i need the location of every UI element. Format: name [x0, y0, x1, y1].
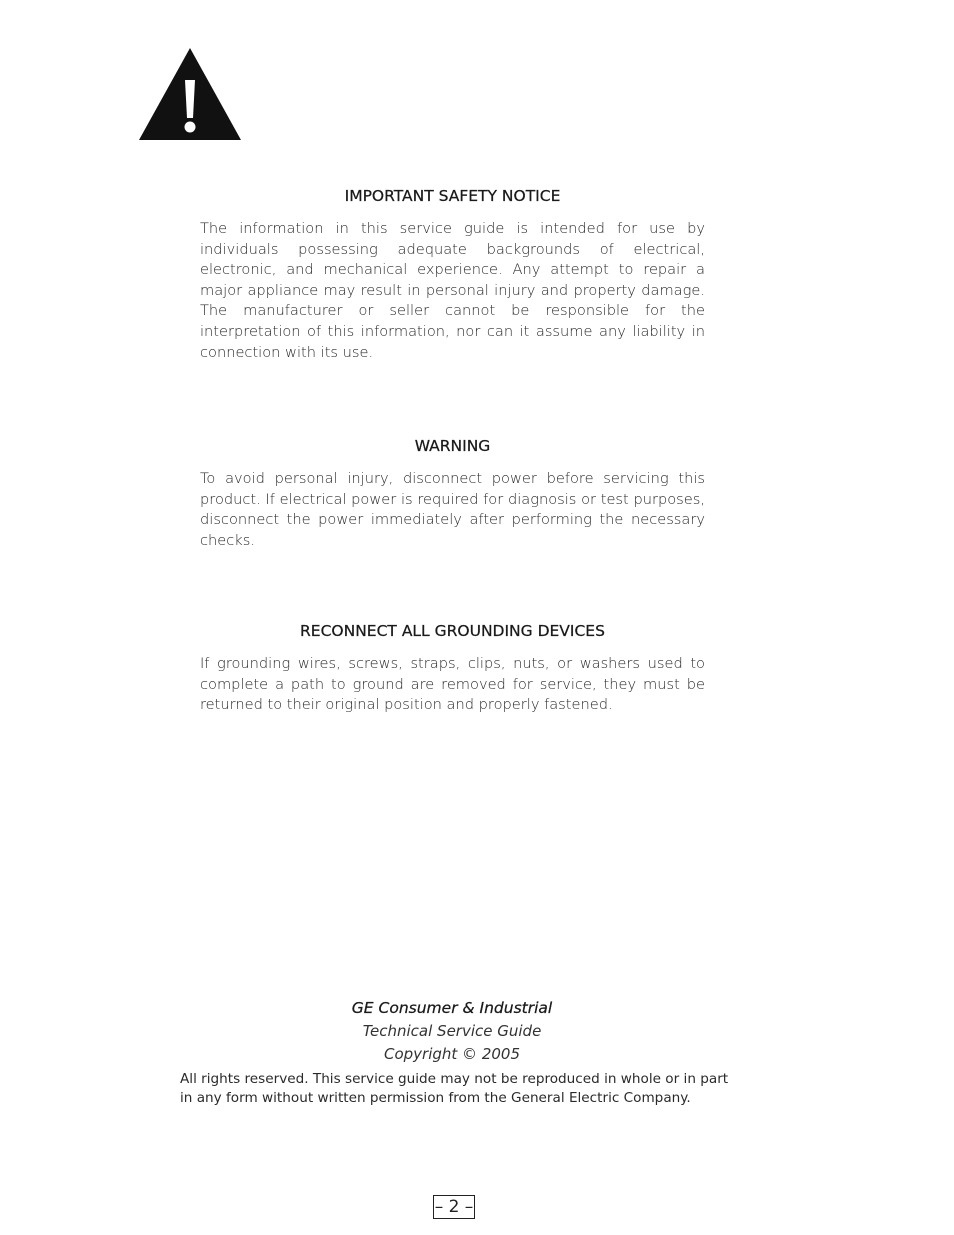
section-title: WARNING — [414, 437, 491, 455]
page-number: – 2 – — [434, 1197, 474, 1217]
guide-title: Technical Service Guide — [362, 1022, 542, 1040]
important-safety-notice-section — [200, 186, 705, 363]
warning-triangle-icon — [139, 48, 241, 140]
grounding-devices-section — [200, 621, 705, 716]
section-body: To avoid personal injury, disconnect power before servicing this product. If electrical power is required for diagnosis or test purposes, disconnect the power immediately after performing the necessary checks. — [200, 470, 705, 549]
copyright-notice: Copyright © 2005 — [383, 1045, 520, 1063]
company-name: GE Consumer & Industrial — [351, 999, 553, 1017]
section-body: If grounding wires, screws, straps, clips, nuts, or washers used to complete a path to ground are removed for service, they must be returned to their original position and properly fastened. — [200, 655, 705, 714]
warning-section — [200, 436, 705, 551]
section-title: RECONNECT ALL GROUNDING DEVICES — [300, 622, 605, 640]
section-body: The information in this service guide is intended for use by individuals possessing adequate backgrounds of electrical, electronic, and mechanical experience. Any attempt to repair a major appliance may result in personal injury and property damage. The manufacturer or seller cannot be responsible for the interpretation of this information, nor can it assume any liability in connection with its use. — [200, 220, 705, 361]
section-title: IMPORTANT SAFETY NOTICE — [344, 187, 561, 205]
rights-statement: All rights reserved. This service guide may not be reproduced in whole or in part in any form without written permission from the General Electric Company. — [180, 1071, 729, 1106]
